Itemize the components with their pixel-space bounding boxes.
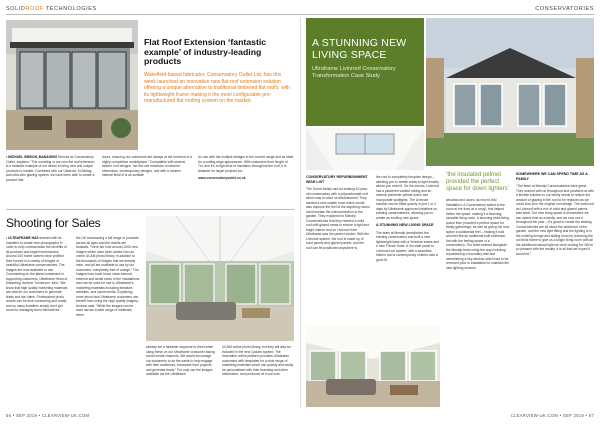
article3-column-4: SOMEWHERE WE CAN SPEND TIME AS A FAMILY “The team at Mendip Conservatories were great. They worked with us throughout and provided us with a flexible solution to our family needs to reduce the amount of glazing in the roof to be replaced as we could look at in the original roof design. The solid roof as Livinroof with a mix of solid and glazed panels was ideal. Our new living space is somewhere we can spend time as a family, and we now use it throughout the year – it’s great to create the seating. Conservatories are all about the ambience of the garden, and the new light fitting and the lighting is in the existing lounge and sliding room by removing the old brick frame to give us a single living room with all the additional natural light we were looking for. We’re so pleased with the results, it is all that we hoped it would be.” xyxy=(516,172,595,256)
article1-column-1: • MICHAEL GIBSON, MANAGING Director at Conservatory Outlet, explains: “The unveiling of our new flat roof extension is a fantastic example of our desire to bring new and unique products to market. Combined with our Ultraroof, bi-folding, and ultra-slim glazing system, we have been able to create a product that xyxy=(6,155,95,182)
article3-heading-3: SOMEWHERE WE CAN SPEND TIME AS A FAMILY xyxy=(516,172,588,181)
article3-column-1: CONSERVATORY REFURBISHMENT WISH LIST The Turner family had an existing 10-year-old conservatory with a polycarbonate roof which was in need of refurbishment. They wanted a new usable room which would also improve the feel of the adjoining rooms and increase the interconnection to the garden. They explained to Mendip Conservatories that they needed a solid roof with glazed areas to ensure a light and bright interior and so Livinroof from Ultraframe was the perfect choice. With the Livinroof system, the roof is made up of solid panels and glazed panels, and the roof can be positioned anywhere to xyxy=(306,175,370,250)
article1-column-3: for use with the multiple designs in the current range and as ideal for a cutting-edge appearance. With customers from length of 7m, and it’s a high level of insulation throughout the roof, it is fantastic for larger projects too. www.conservatoryoutlet.co.uk xyxy=(198,155,294,180)
article2-column-3: already set a fantastic response to them when using these on our Ultraframe consumer-facing social media channels. We would encourage our customers to do the same to help engage with their audiences, showcase their projects and generate leads.” For only use the images available via the Ultraframe xyxy=(146,345,215,376)
article3-column-2: the roof to completely bespoke design – allowing you to create areas to light exactly where you need it. On the interior, Livinroof has a plastered vaulted ceiling and an internal perimeter pelmet which can incorporate spotlights. The Livinroof solution can be fitted quickly in just 1 or 2 days by Ultraframe-approved installers on existing conservatories, allowing you to create an exciting new space. A STUNNING NEW LIVING SPACE The team at Mendip demolished the existing conservatory and built a new lightweight base with a Victorian eaves and a new French Suite. A 4m wide panel to Livinroof roof system, with a seamless interior and a contemporary exterior was a good fit. xyxy=(376,175,439,262)
page-folio-right: CLEARVIEW-UK.COM • SEP 2019 • 57 xyxy=(510,413,594,418)
conservatory-interior-photo xyxy=(146,216,294,341)
spine-divider xyxy=(300,18,301,408)
conservatory-roof-photo xyxy=(306,128,424,170)
pull-quote: ‘the insulated pelmet provided the perfect space for down lighters’ xyxy=(446,172,512,194)
article-intro: Wakefield-based fabricator, Conservatory Outlet Ltd, has this week launched an innovative new flat roof extension solution offering a unique alternative to traditional timbered flat roofs, with its lightweight frame making it the most configurable pre-manufactured flat roofing system on the market. xyxy=(144,72,291,104)
article2-title: Shooting for Sales xyxy=(6,216,101,230)
feature-subtitle: Ultraframe Livinroof Conservatory Transformation Case Study xyxy=(312,66,396,79)
page-folio-left: 56 • SEP 2019 • CLEARVIEW-UK.COM xyxy=(6,413,90,418)
article-title: Flat Roof Extension ‘fantastic example’ of industry-leading products xyxy=(144,37,267,67)
flat-roof-extension-photo xyxy=(6,20,138,150)
feature-title-box xyxy=(306,18,424,126)
feature-title: A STUNNING NEW LIVING SPACE xyxy=(312,37,407,61)
conservatory-living-room-photo xyxy=(306,325,440,407)
article3-heading-1: CONSERVATORY REFURBISHMENT WISH LIST xyxy=(306,175,368,184)
article2-column-4: UCAM online photo library, but they will also be included in the new Cadaro system. The innovative online platform provides Ultraframe customers with templates for a wide range of marketing materials which can quickly and easily be personalised with their branding and other information, and produced at a low cost. xyxy=(222,345,294,376)
article2-column-2: the UK showcasing a full range of products across all ages and the results are fantastic. There are now around 1000 new images which have been added into our online UCAM photo library, in addition to the thousands of images that we already have, and all are available to use by our customers, completely free of charge.” The images from each shoot show internal, external and aerial shots of the installations and can be used for use in Ultraframe’s marketing materials including literature, websites, and social media. Explaining more about how Ultraframe customers can benefit from using the high quality imagery, Andrew said: “While the images can be used across a wide range of materials, when xyxy=(76,236,140,317)
article2-column-1: • ULTRAFRAME HAS teamed with its installers to create new photography in order to help communicate the benefits of its products and target homeowners. Around 100 home owners have profiled their homes in a variety of images of beautiful Ultraframe conservatories. The images are now available to use. Commenting on the latest investment in supporting customers, Ultraframe Head of Marketing, Andrew Tunnerson, said: “We know that high quality marketing materials are vital for our customers to generate leads and win sales. Professional photo shoots can be time consuming and costly and so many installers simply don’t get round to managing them themselves. xyxy=(6,236,68,312)
article3-column-3: windows and doors, as new bi-fold installation. A Conservatory added to the room at the front at a ‘snug’, this helped define the space, making it a stunning, versatile living room. A stunning extra living space then provided a perfect space for family gatherings, as well as giving the new space a substantial feel – making it look and feel like an additional built extension, but with the feeling space of a conservatory. The team worked alongside the Mendip team using the way including repositioning a boundary wall and demolishing a key window which had to be removed prior to installation to maintain the new lighting scheme. xyxy=(446,198,510,270)
conservatory-exterior-photo xyxy=(426,18,594,166)
article1-column-2: doors, ensuring our customers are always at the forefront of a highly competitive marketplace.” Compatible with several lantern roof designs, the flat roof extension is ideal for extensions, contemporary designs, and with a modern internal finish it is as suitable xyxy=(102,155,192,177)
article1-url: www.conservatoryoutlet.co.uk xyxy=(198,176,246,180)
header-rule xyxy=(6,14,594,15)
section-header-left: SOLIDROOF TECHNOLOGIES xyxy=(6,6,97,12)
article3-heading-2: A STUNNING NEW LIVING SPACE xyxy=(376,223,434,227)
section-header-right: CONSERVATORIES xyxy=(535,6,594,12)
article-separator xyxy=(6,209,294,210)
